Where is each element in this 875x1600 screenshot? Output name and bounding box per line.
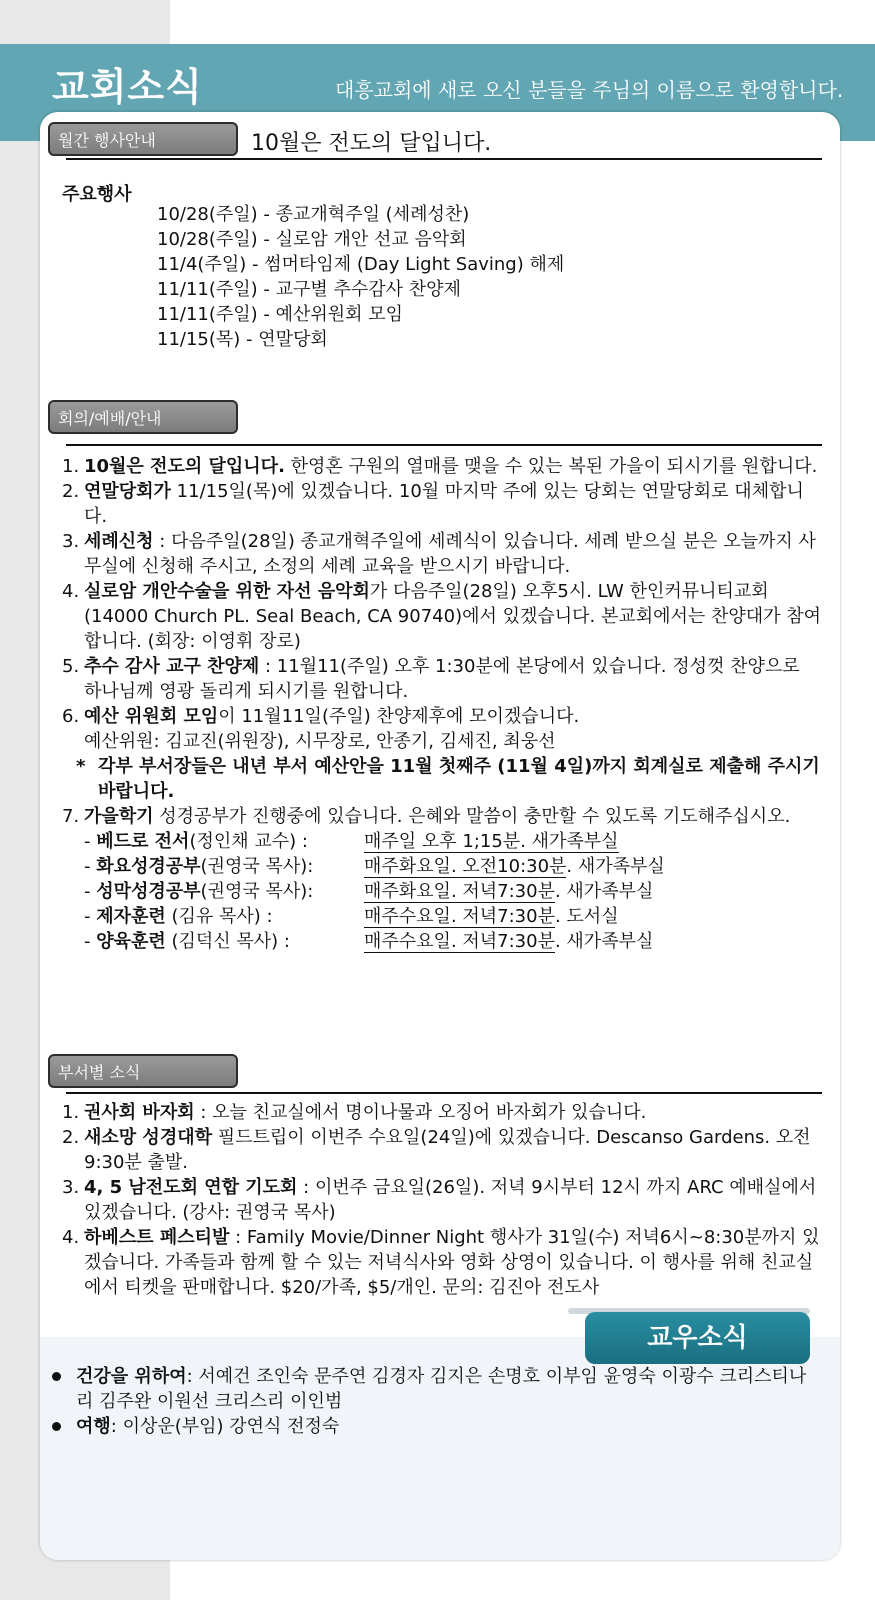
- main-events-list: [157, 202, 564, 352]
- event-item: 10/28(주일) - 종교개혁주일 (세례성찬): [157, 204, 470, 225]
- section-divider: [66, 158, 822, 160]
- list-item: 3. 4, 5 남전도회 연합 기도회 : 이번주 금요일(26일). 저녁 9시부터 12시 까지 ARC 예배실에서 있겠습니다. (강사: 권영국 목사): [62, 1177, 817, 1223]
- schedule-row: - 성막성경공부(권영국 목사): 매주화요일. 저녁7:30분. 새가족부실: [84, 881, 654, 902]
- list-item: 2. 연말당회가 11/15일(목)에 있겠습니다. 10월 마지막 주에 있는 당회는 연말당회로 대체합니다.: [62, 481, 804, 527]
- section-label-departments: 부서별 소식: [48, 1054, 238, 1088]
- budget-members: 예산위원: 김교진(위원장), 시무장로, 안종기, 김세진, 최웅선: [84, 731, 556, 752]
- section-divider: [66, 444, 822, 446]
- event-item: 11/4(주일) - 썸머타임제 (Day Light Saving) 해제: [157, 254, 565, 275]
- alumni-list: [50, 1364, 810, 1439]
- list-item: 여행: 이상운(부임) 강연식 전정숙: [50, 1414, 810, 1439]
- list-item: 4. 실로암 개안수술을 위한 자선 음악회가 다음주일(28일) 오후5시. LW 한인커뮤니티교회(14000 Church PL. Seal Beach, CA 90740)에서 있겠습니다. 본교회에서는 찬양대가 참여합니다. (회장: 이영휘 장로): [62, 581, 822, 652]
- schedule-row: - 베드로 전서(정인채 교수) : 매주일 오후 1;15분. 새가족부실: [84, 831, 619, 852]
- list-item: 5. 추수 감사 교구 찬양제 : 11월11(주일) 오후 1:30분에 본당에서 있습니다. 정성껏 찬양으로 하나님께 영광 돌리게 되시기를 원합니다.: [62, 656, 800, 702]
- news-card: [40, 112, 840, 1560]
- monthly-headline: 10월은 전도의 달입니다.: [251, 131, 492, 156]
- schedule-row: - 양육훈련 (김덕신 목사) : 매주수요일. 저녁7:30분. 새가족부실: [84, 931, 654, 952]
- list-item: 건강을 위하여: 서예건 조인숙 문주연 김경자 김지은 손명호 이부임 윤영숙 이광수 크리스티나리 김주완 이원선 크리스리 이인범: [50, 1364, 810, 1414]
- departments-list: [62, 1100, 822, 1300]
- event-item: 11/15(목) - 연말당회: [157, 329, 328, 350]
- section-label-monthly: 월간 행사안내: [48, 122, 238, 156]
- schedule-row: - 제자훈련 (김유 목사) : 매주수요일. 저녁7:30분. 도서실: [84, 906, 619, 927]
- main-events-label: 주요행사: [62, 184, 132, 205]
- list-item: 1. 10월은 전도의 달입니다. 한영혼 구원의 열매를 맺을 수 있는 복된 가을이 되시기를 원합니다.: [62, 456, 818, 477]
- event-item: 11/11(주일) - 교구별 추수감사 찬양제: [157, 279, 461, 300]
- list-item: 1. 권사회 바자회 : 오늘 친교실에서 명이나물과 오징어 바자회가 있습니다.: [62, 1102, 647, 1123]
- study-schedule: [62, 829, 822, 954]
- list-item: 2. 새소망 성경대학 필드트립이 이번주 수요일(24일)에 있겠습니다. Descanso Gardens. 오전 9:30분 출발.: [62, 1127, 811, 1173]
- list-item: 6. 예산 위원회 모임이 11월11일(주일) 찬양제후에 모이겠습니다. 예산위원: 김교진(위원장), 시무장로, 안종기, 김세진, 최웅선: [62, 704, 822, 754]
- bullet-icon: [52, 1422, 61, 1431]
- schedule-row: - 화요성경공부(권영국 목사): 매주화요일. 오전10:30분. 새가족부실: [84, 856, 665, 877]
- event-item: 10/28(주일) - 실로암 개안 선교 음악회: [157, 229, 467, 250]
- section-divider: [66, 1092, 822, 1094]
- bullet-icon: [52, 1372, 61, 1381]
- list-item: 3. 세례신청 : 다음주일(28일) 종교개혁주일에 세례식이 있습니다. 세례 받으실 분은 오늘까지 사무실에 신청해 주시고, 소정의 세례 교육을 받으시기 바랍니다.: [62, 531, 816, 577]
- section-label-meetings: 회의/예배/안내: [48, 400, 238, 434]
- event-item: 11/11(주일) - 예산위원회 모임: [157, 304, 404, 325]
- page-title: 교회소식: [52, 65, 203, 109]
- page-subtitle: 대흥교회에 새로 오신 분들을 주님의 이름으로 환영합니다.: [335, 78, 844, 102]
- note-item: * 각부 부서장들은 내년 부서 예산안을 11월 첫째주 (11월 4일)까지 회계실로 제출해 주시기 바랍니다.: [76, 756, 820, 802]
- meetings-list: [62, 454, 822, 954]
- list-item: 7. 가을학기 성경공부가 진행중에 있습니다. 은혜와 말씀이 충만할 수 있도록 기도해주십시오.: [62, 806, 791, 827]
- list-item: 4. 하베스트 페스티발 : Family Movie/Dinner Night 행사가 31일(수) 저녁6시~8:30분까지 있겠습니다. 가족들과 함께 할 수 있는 저녁식사와 영화 상영이 있습니다. 이 행사를 위해 친교실에서 티켓을 판매합니다. $20/가족, $5/개인. 문의: 김진아 전도사: [62, 1227, 820, 1298]
- alumni-tab: 교우소식: [585, 1312, 810, 1364]
